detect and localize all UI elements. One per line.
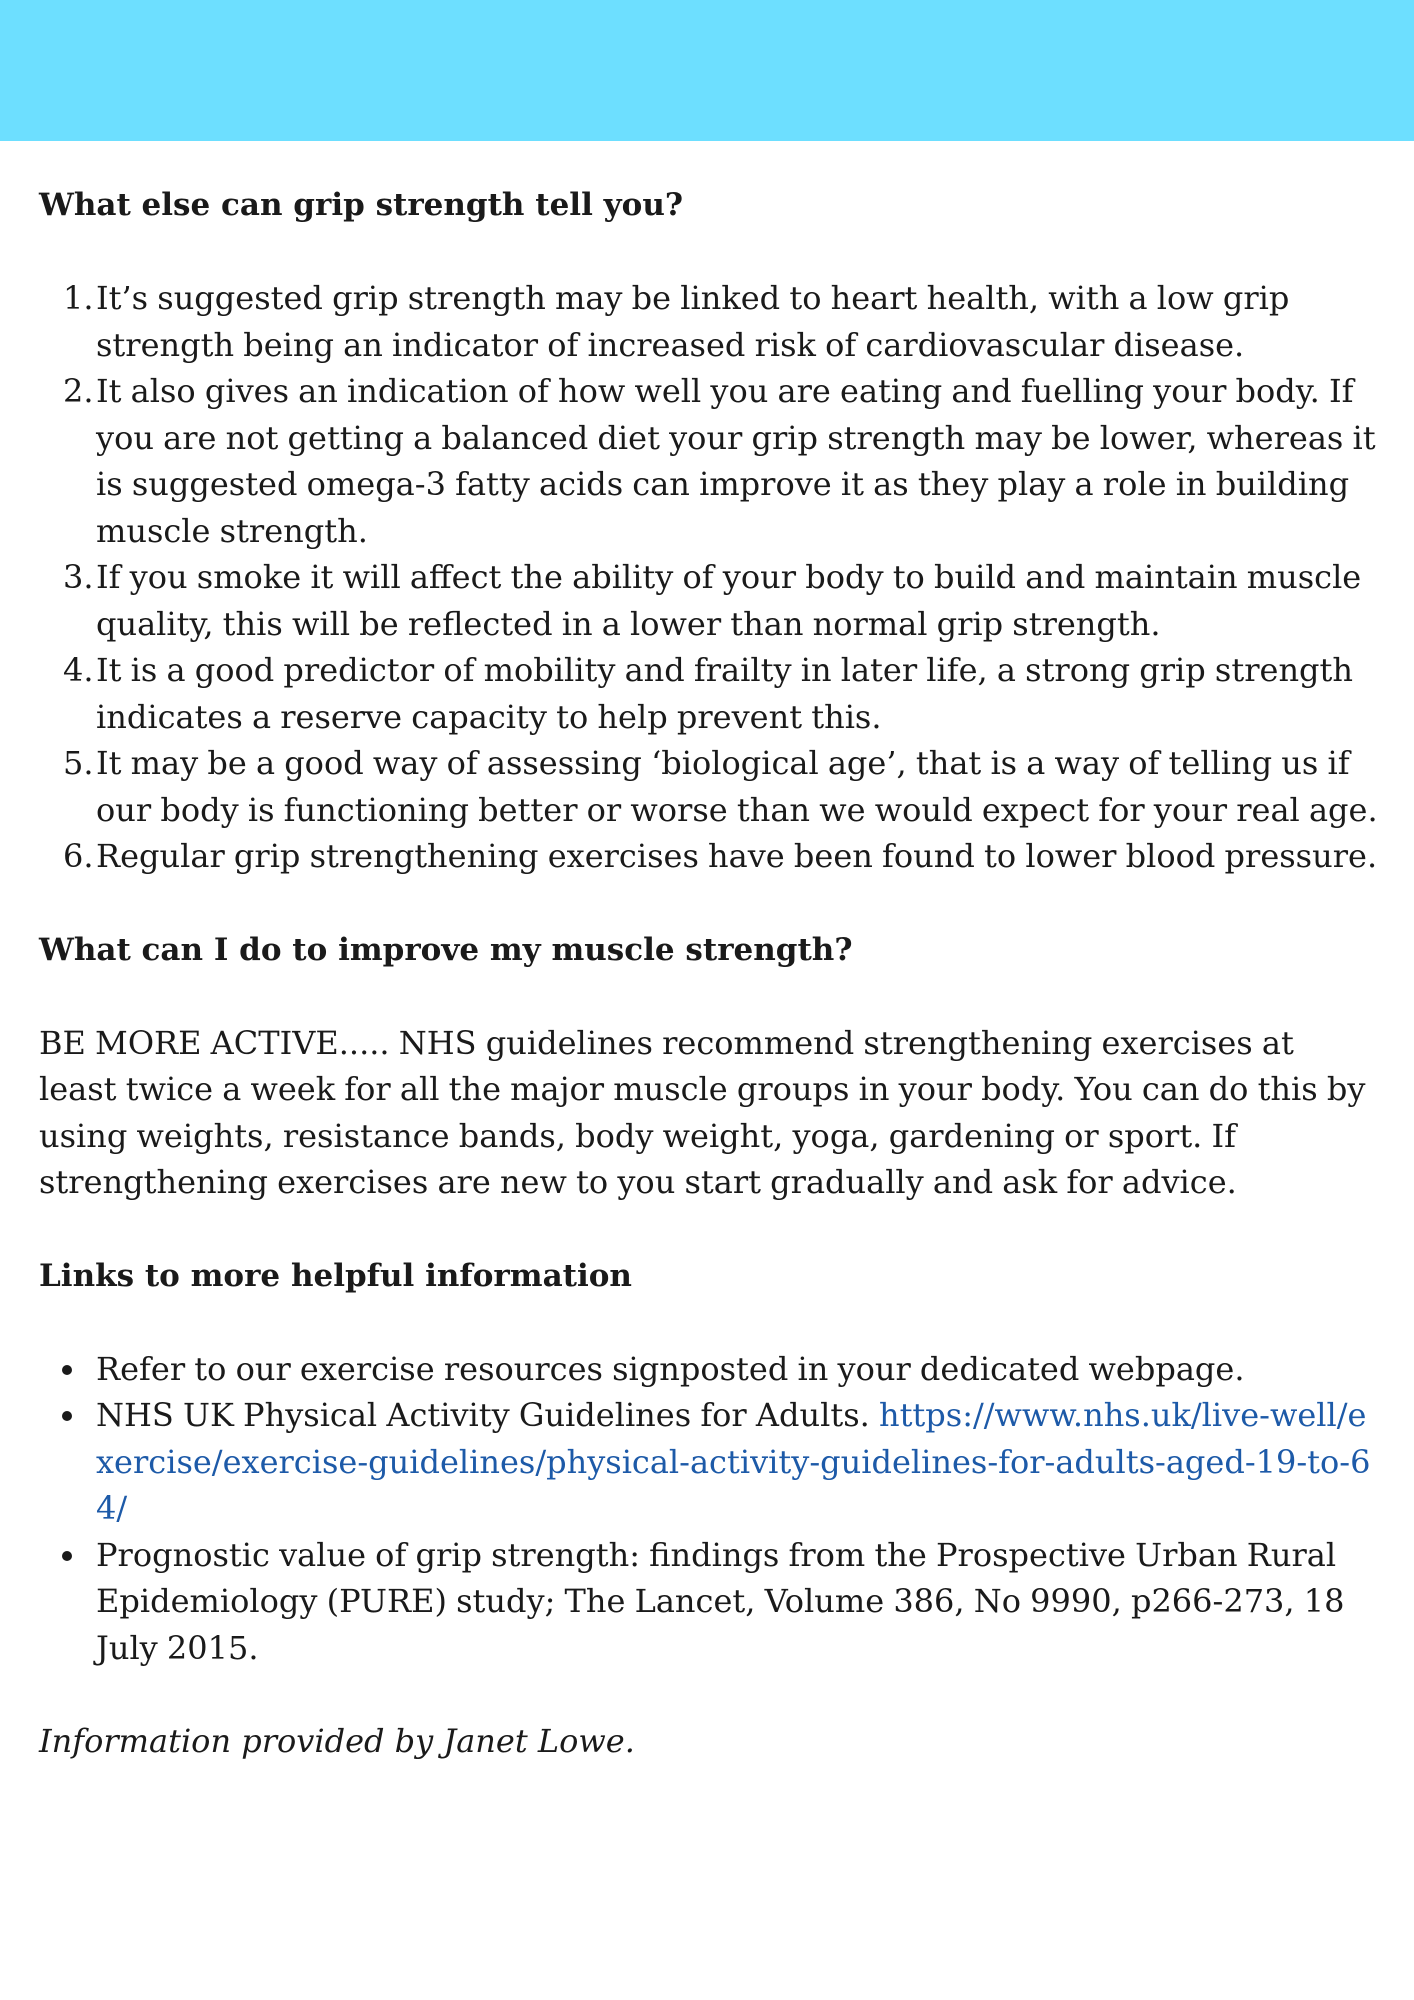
bullet-icon [62, 1551, 72, 1561]
list-item [39, 1392, 1379, 1532]
list-number: 3. [63, 558, 94, 596]
grip-strength-list [39, 275, 1379, 880]
author-credit: Information provided by Janet Lowe. [39, 1722, 635, 1760]
list-item-text: If you smoke it will affect the ability of your body to build and maintain muscle quality, this will be reflected in a lower than normal grip strength. [96, 558, 1362, 643]
list-item [39, 740, 1379, 833]
list-item-text: It may be a good way of assessing ‘biological age’, that is a way of telling us if our body is functioning better or worse than we would expect for your real age. [96, 744, 1378, 829]
list-item-text: Prognostic value of grip strength: findings from the Prospective Urban Rural Epidemiology (PURE) study; The Lancet, Volume 386, No 9990, p266-273, 18 July 2015. [96, 1535, 1345, 1667]
list-item [39, 647, 1379, 740]
bullet-icon [62, 1365, 72, 1375]
body-paragraph: BE MORE ACTIVE..... NHS guidelines recommend strengthening exercises at least twice a week for all the major muscle groups in your body. You can do this by using weights, resistance bands, body weight, yoga, gardening or sport. If strengthening exercises are new to you start gradually and ask for advice. [39, 1023, 1366, 1201]
list-item-text: Regular grip strengthening exercises have been found to lower blood pressure. [96, 837, 1378, 875]
list-item [39, 368, 1379, 554]
section-heading-links: Links to more helpful information [39, 1257, 632, 1294]
list-item [39, 554, 1379, 647]
list-item-text: NHS UK Physical Activity Guidelines for Adults. [96, 1396, 879, 1434]
links-list [39, 1346, 1379, 1672]
nhs-guidelines-link[interactable]: https://www.nhs.uk/live-well/exercise/exercise-guidelines/physical-activity-guidelines-for-adults-aged-19-to-64/ [96, 1396, 1371, 1527]
list-item-text: It also gives an indication of how well you are eating and fuelling your body. If you are not getting a balanced diet your grip strength may be lower, whereas it is suggested omega-3 fatty acids can improve it as they play a role in building muscle strength. [96, 372, 1376, 550]
list-item [39, 275, 1379, 368]
list-item [39, 833, 1379, 880]
list-number: 2. [63, 372, 94, 410]
section-heading-improve-strength: What can I do to improve my muscle strength? [39, 931, 853, 968]
document-content [39, 182, 1379, 1765]
list-item-text: It is a good predictor of mobility and frailty in later life, a strong grip strength indicates a reserve capacity to help prevent this. [96, 651, 1353, 736]
header-band [0, 0, 1414, 141]
list-number: 1. [63, 279, 94, 317]
list-number: 6. [63, 837, 94, 875]
list-item [39, 1532, 1379, 1672]
list-item-text: It’s suggested grip strength may be linked to heart health, with a low grip strength being an indicator of increased risk of cardiovascular disease. [96, 279, 1290, 364]
list-number: 5. [63, 744, 94, 782]
section-heading-grip-strength: What else can grip strength tell you? [39, 187, 684, 223]
list-item-text: Refer to our exercise resources signposted in your dedicated webpage. [96, 1349, 1245, 1388]
list-number: 4. [63, 651, 94, 689]
list-item [39, 1346, 1379, 1393]
bullet-icon [62, 1411, 72, 1421]
